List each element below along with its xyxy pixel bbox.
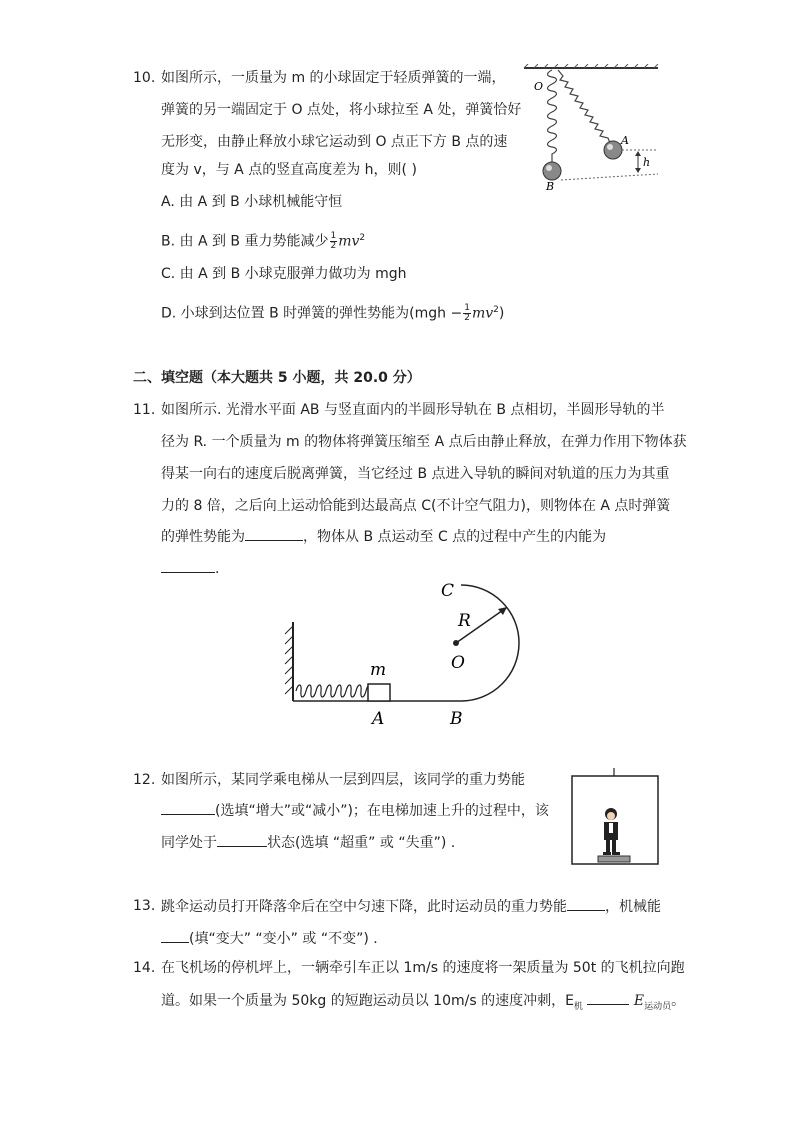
label-r: R <box>458 611 471 631</box>
answer-blank[interactable] <box>567 896 605 911</box>
semicircle-track <box>461 585 519 701</box>
q14-number: 14. <box>133 960 156 976</box>
label-h: h <box>643 156 651 169</box>
q10-option-d: D. 小球到达位置 B 时弹簧的弹性势能为(mgh − $\frac{1}{2}$ $mv^2$) <box>161 303 505 324</box>
vertical-spring <box>548 70 557 162</box>
answer-blank[interactable] <box>161 800 215 815</box>
q12-line-1: 如图所示，某同学乘电梯从一层到四层，该同学的重力势能 <box>161 772 525 788</box>
ball-a <box>604 141 622 159</box>
q11-line-2: 径为 R. 一个质量为 m 的物体将弹簧压缩至 A 点后由静止释放，在弹力作用下物体获 <box>161 434 687 450</box>
spring-pendulum-figure <box>518 64 668 194</box>
q13-line-1: 跳伞运动员打开降落伞后在空中匀速下降，此时运动员的重力势能 ，机械能 <box>161 896 661 917</box>
q13-number: 13. <box>133 898 156 914</box>
q11-line-6: . <box>161 558 219 579</box>
q10-line-3: 无形变，由静止释放小球它运动到 O 点正下方 B 点的速 <box>161 134 508 150</box>
answer-blank[interactable] <box>587 990 629 1005</box>
q10-option-a: A. 由 A 到 B 小球机械能守恒 <box>161 194 343 210</box>
block-m <box>368 684 390 701</box>
slanted-spring <box>558 70 612 148</box>
answer-blank[interactable] <box>245 526 303 541</box>
q10-line-2: 弹簧的另一端固定于 O 点处，将小球拉至 A 处，弹簧恰好 <box>161 102 522 118</box>
q11-line-4: 力的 8 倍，之后向上运动恰能到达最高点 C(不计空气阻力)，则物体在 A 点时弹簧 <box>161 498 671 514</box>
label-m: m <box>370 660 387 680</box>
label-a: A <box>372 709 385 729</box>
q14-line-1: 在飞机场的停机坪上，一辆牵引车正以 1m/s 的速度将一架质量为 50t 的飞机拉向跑 <box>161 960 685 976</box>
label-c: C <box>441 581 455 601</box>
label-a: A <box>621 134 629 147</box>
spring <box>296 685 379 697</box>
q10-option-c: C. 由 A 到 B 小球克服弹力做功为 mgh <box>161 266 407 282</box>
q12-line-3: 同学处于 状态(选填 “超重” 或 “失重”) . <box>161 832 455 853</box>
ball-b <box>543 162 561 180</box>
q12-number: 12. <box>133 772 156 788</box>
label-o: O <box>534 80 544 93</box>
q11-line-3: 得某一向右的速度后脱离弹簧，当它经过 B 点进入导轨的瞬间对轨道的压力为其重 <box>161 466 670 482</box>
answer-blank[interactable] <box>217 832 267 847</box>
elevator-figure <box>568 768 664 868</box>
q10-option-b: B. 由 A 到 B 重力势能减少 $\frac{1}{2}$ $mv^2$ <box>161 231 366 252</box>
q10-line-1: 如图所示，一质量为 m 的小球固定于轻质弹簧的一端， <box>161 70 506 86</box>
label-b: B <box>450 709 463 729</box>
q11-line-1: 如图所示. 光滑水平面 AB 与竖直面内的半圆形导轨在 B 点相切，半圆形导轨的半 <box>161 402 665 418</box>
q12-line-2: (选填“增大”或“减小”)；在电梯加速上升的过程中，该 <box>161 800 549 821</box>
q11-line-5: 的弹性势能为 ，物体从 B 点运动至 C 点的过程中产生的内能为 <box>161 526 606 547</box>
answer-blank[interactable] <box>161 558 215 573</box>
q11-number: 11. <box>133 402 156 418</box>
q10-line-4: 度为 v，与 A 点的竖直高度差为 h，则( ) <box>161 162 417 178</box>
section-2-title: 二、填空题（本大题共 5 小题，共 20.0 分） <box>133 370 421 386</box>
label-b: B <box>546 180 555 193</box>
q10-number: 10. <box>133 70 156 86</box>
q13-line-2: (填“变大” “变小” 或 “不变”) . <box>161 928 378 949</box>
label-o: O <box>451 653 465 673</box>
semicircle-track-figure <box>278 578 538 738</box>
answer-blank[interactable] <box>161 928 189 943</box>
q14-line-2: 道。如果一个质量为 50kg 的短跑运动员以 10m/s 的速度冲刺，$E_机$ $E_{运动员}$。 <box>161 990 685 1017</box>
